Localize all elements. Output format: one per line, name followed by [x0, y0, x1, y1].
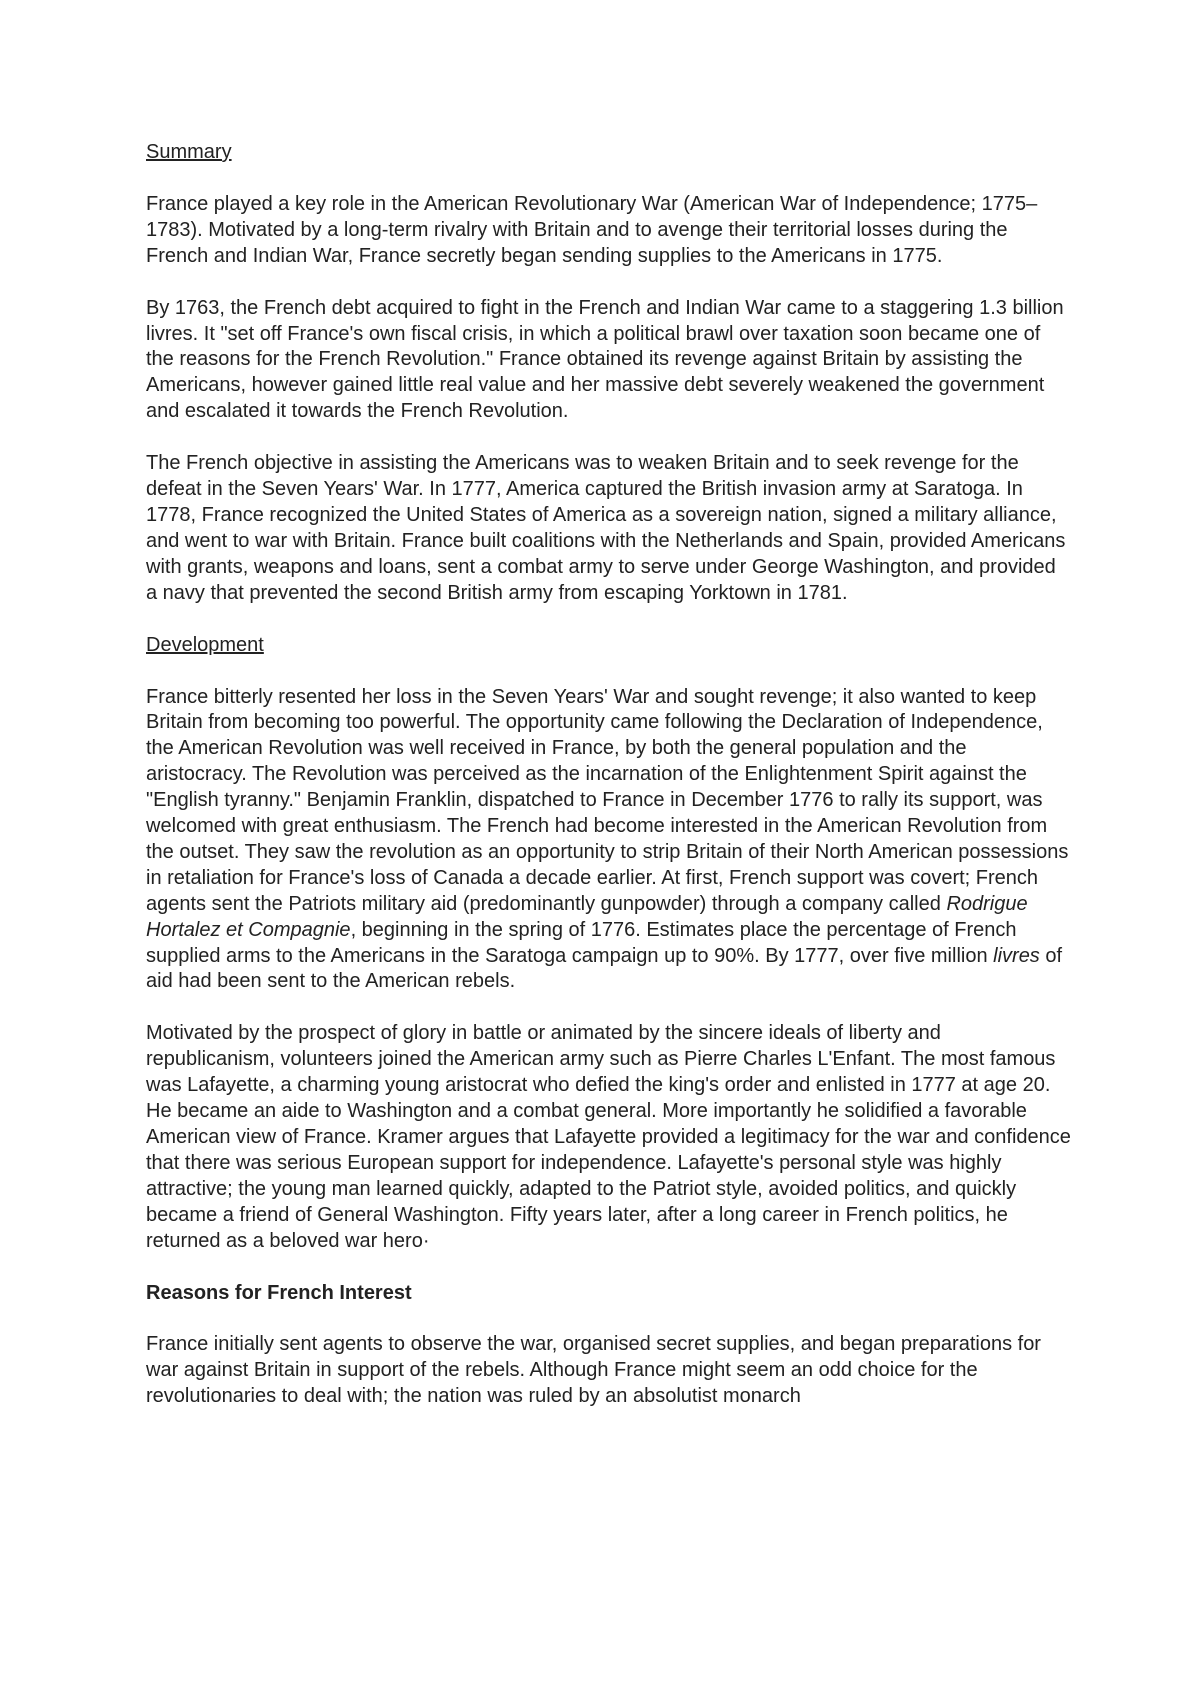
reasons-heading: Reasons for French Interest	[146, 1281, 412, 1304]
development-p1-text-b: , beginning in the spring of 1776. Estimates place the percentage of French supplied arms to the Americans in the Saratoga campaign up to 90%. By 1777, over five million	[146, 918, 1017, 967]
development-p1-text-a: France bitterly resented her loss in the Seven Years' War and sought revenge; it also wanted to keep Britain from becoming too powerful. The opportunity came following the Declaration of Independence, the American Revolution was well received in France, by both the general population and the aristocracy. The Revolution was perceived as the incarnation of the Enlightenment Spirit against the "English tyranny." Benjamin Franklin, dispatched to France in December 1776 to rally its support, was welcomed with great enthusiasm. The French had become interested in the American Revolution from the outset. They saw the revolution as an opportunity to strip Britain of their North American possessions in retaliation for France's loss of Canada a decade earlier. At first, French support was covert; French agents sent the Patriots military aid (predominantly gunpowder) through a company called	[146, 685, 1069, 915]
development-heading: Development	[146, 633, 264, 656]
summary-paragraph-2: By 1763, the French debt acquired to fight in the French and Indian War came to a staggering 1.3 billion livres. It "set off France's own fiscal crisis, in which a political brawl over taxation soon became one of the reasons for the French Revolution." France obtained its revenge against Britain by assisting the Americans, however gained little real value and her massive debt severely weakened the government and escalated it towards the French Revolution.	[146, 296, 1064, 423]
company-name: Rodrigue Hortalez et Compagnie	[146, 892, 1028, 941]
reasons-paragraph-1: France initially sent agents to observe the war, organised secret supplies, and began preparations for war against Britain in support of the rebels. Although France might seem an odd choice for the revolutionaries to deal with; the nation was ruled by an absolutist monarch	[146, 1333, 1041, 1408]
summary-paragraph-3: The French objective in assisting the Americans was to weaken Britain and to seek revenge for the defeat in the Seven Years' War. In 1777, America captured the British invasion army at Saratoga. In 1778, France recognized the United States of America as a sovereign nation, signed a military alliance, and went to war with Britain. France built coalitions with the Netherlands and Spain, provided Americans with grants, weapons and loans, sent a combat army to serve under George Washington, and provided a navy that prevented the second British army from escaping Yorktown in 1781.	[146, 452, 1066, 604]
development-p1-text-c: of aid had been sent to the American rebels.	[146, 944, 1063, 993]
summary-heading: Summary	[146, 141, 232, 163]
development-paragraph-1	[146, 685, 1071, 996]
livres-term: livres	[993, 944, 1040, 967]
summary-paragraph-1: France played a key role in the American Revolutionary War (American War of Independence; 1775–1783). Motivated by a long-term rivalry with Britain and to avenge their territorial losses during the French and Indian War, France secretly began sending supplies to the Americans in 1775.	[146, 192, 1038, 267]
development-paragraph-2: Motivated by the prospect of glory in battle or animated by the sincere ideals of liberty and republicanism, volunteers joined the American army such as Pierre Charles L'Enfant. The most famous was Lafayette, a charming young aristocrat who defied the king's order and enlisted in 1777 at age 20. He became an aide to Washington and a combat general. More importantly he solidified a favorable American view of France. Kramer argues that Lafayette provided a legitimacy for the war and confidence that there was serious European support for independence. Lafayette's personal style was highly attractive; the young man learned quickly, adapted to the Patriot style, avoided politics, and quickly became a friend of General Washington. Fifty years later, after a long career in French politics, he returned as a beloved war hero·	[146, 1022, 1071, 1252]
document-page	[146, 140, 1071, 1436]
